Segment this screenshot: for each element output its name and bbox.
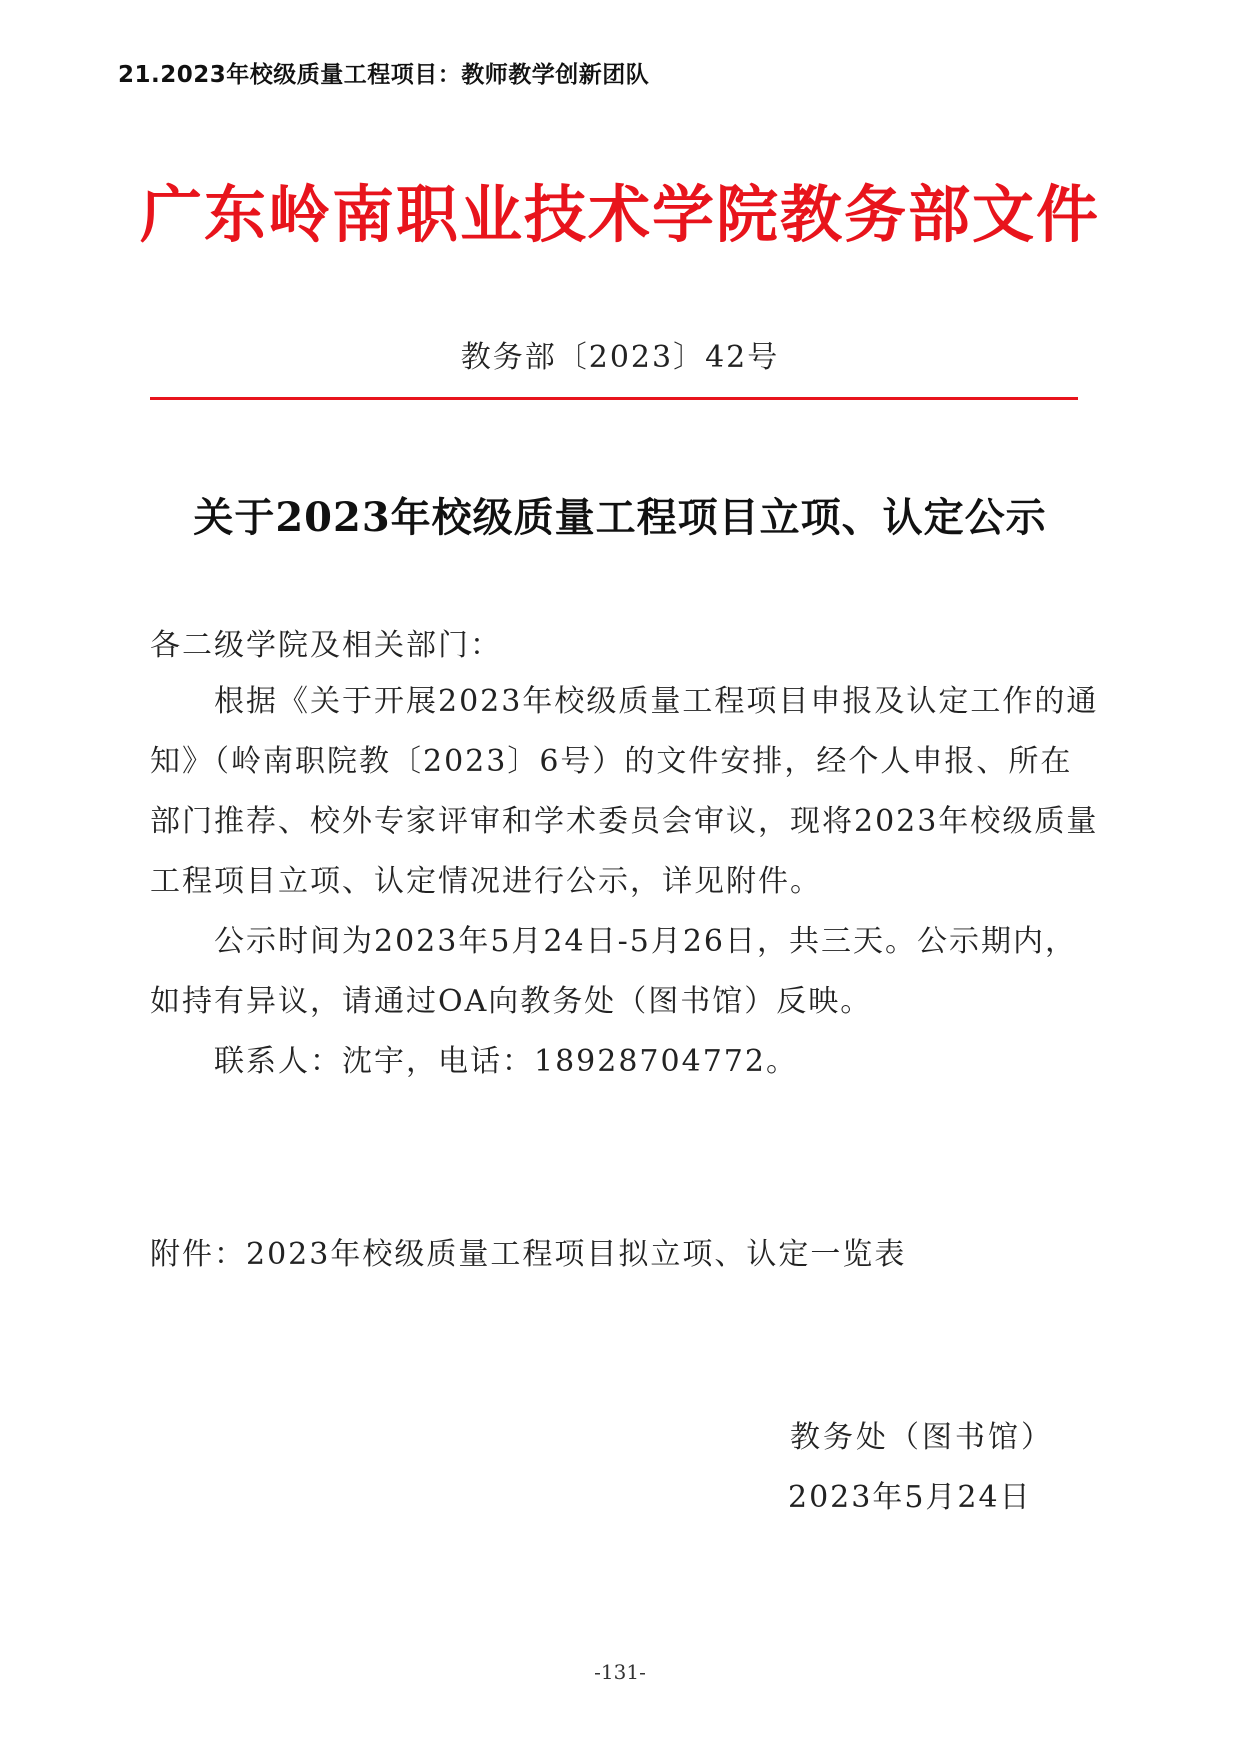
body-paragraph-period: 公示时间为2023年5月24日-5月26日，共三天。公示期内，如持有异议，请通过OA向教务处（图书馆）反映。 xyxy=(150,924,1078,1019)
body-paragraph-contact: 联系人：沈宇，电话：18928704772。 xyxy=(214,1044,798,1079)
body-paragraph-basis: 根据《关于开展2023年校级质量工程项目申报及认定工作的通知》（岭南职院教〔2023〕6号）的文件安排，经个人申报、所在部门推荐、校外专家评审和学术委员会审议，现将2023年校级质量工程项目立项、认定情况进行公示，详见附件。 xyxy=(150,684,1099,899)
document-masthead: 广东岭南职业技术学院教务部文件 xyxy=(139,178,1100,251)
signature-issuer: 教务处（图书馆） xyxy=(790,1420,1054,1455)
document-number: 教务部〔2023〕42号 xyxy=(460,340,780,375)
document-body xyxy=(150,672,1100,1092)
attachment-note: 附件：2023年校级质量工程项目拟立项、认定一览表 xyxy=(150,1237,907,1272)
page-number: -131- xyxy=(594,1660,646,1684)
masthead-divider-line xyxy=(150,397,1078,400)
document-title: 关于2023年校级质量工程项目立项、认定公示 xyxy=(193,494,1047,541)
salutation: 各二级学院及相关部门： xyxy=(150,628,502,663)
signature-date: 2023年5月24日 xyxy=(788,1480,1032,1515)
page-section-header: 21.2023年校级质量工程项目：教师教学创新团队 xyxy=(118,62,650,88)
